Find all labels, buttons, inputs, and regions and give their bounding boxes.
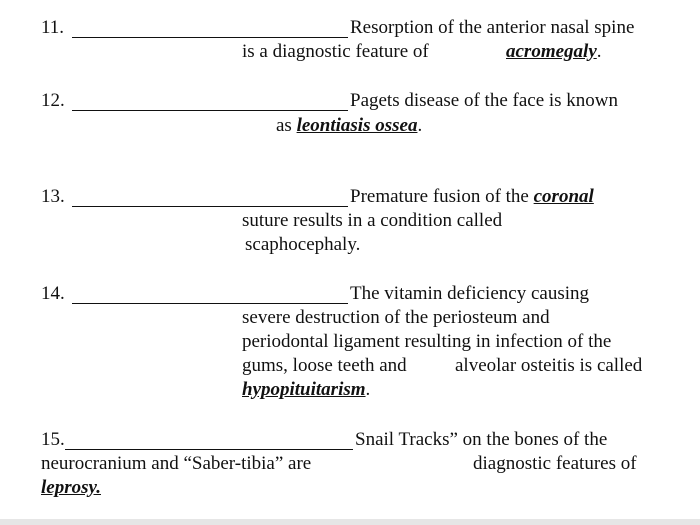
question-line-end xyxy=(276,115,422,137)
answer-blank[interactable] xyxy=(65,449,353,450)
answer-blank[interactable] xyxy=(72,206,348,207)
key-term: hypopituitarism xyxy=(242,379,366,400)
question-number: 14. xyxy=(41,283,65,304)
question-text: diagnostic features of xyxy=(473,453,637,474)
question-line-end xyxy=(506,41,602,63)
answer-blank[interactable] xyxy=(72,110,348,111)
question-line-end xyxy=(242,379,370,401)
page-bottom-edge xyxy=(0,519,700,525)
answer-blank[interactable] xyxy=(72,37,348,38)
question-text: Pagets disease of the face is known xyxy=(350,90,619,111)
question-text: as xyxy=(276,115,297,136)
question-number: 15. xyxy=(41,429,65,450)
question-number: 13. xyxy=(41,186,65,207)
question-text: The vitamin deficiency causing xyxy=(350,283,589,304)
punctuation: . xyxy=(417,115,423,136)
key-term: leprosy. xyxy=(41,477,101,498)
question-text: alveolar osteitis is called xyxy=(455,355,643,376)
key-term: acromegaly xyxy=(506,41,597,62)
key-term: coronal xyxy=(533,186,594,207)
punctuation: . xyxy=(365,379,371,400)
answer-blank[interactable] xyxy=(72,303,348,304)
question-text: severe destruction of the periosteum and xyxy=(242,307,550,328)
question-number: 12. xyxy=(41,90,65,111)
question-text: Snail Tracks” on the bones of the xyxy=(355,429,608,450)
question-line-start xyxy=(350,186,594,208)
question-text: periodontal ligament resulting in infection of the xyxy=(242,331,612,352)
question-text: Premature fusion of the xyxy=(350,186,534,207)
question-text: suture results in a condition called xyxy=(242,210,503,231)
question-number: 11. xyxy=(41,17,65,38)
question-text: neurocranium and “Saber-tibia” are xyxy=(41,453,312,474)
question-text: gums, loose teeth and xyxy=(242,355,407,376)
question-text: Resorption of the anterior nasal spine xyxy=(350,17,635,38)
punctuation: . xyxy=(596,41,602,62)
key-term: leontiasis ossea xyxy=(296,115,418,136)
question-text: is a diagnostic feature of xyxy=(242,41,429,62)
question-text: scaphocephaly. xyxy=(245,234,361,255)
